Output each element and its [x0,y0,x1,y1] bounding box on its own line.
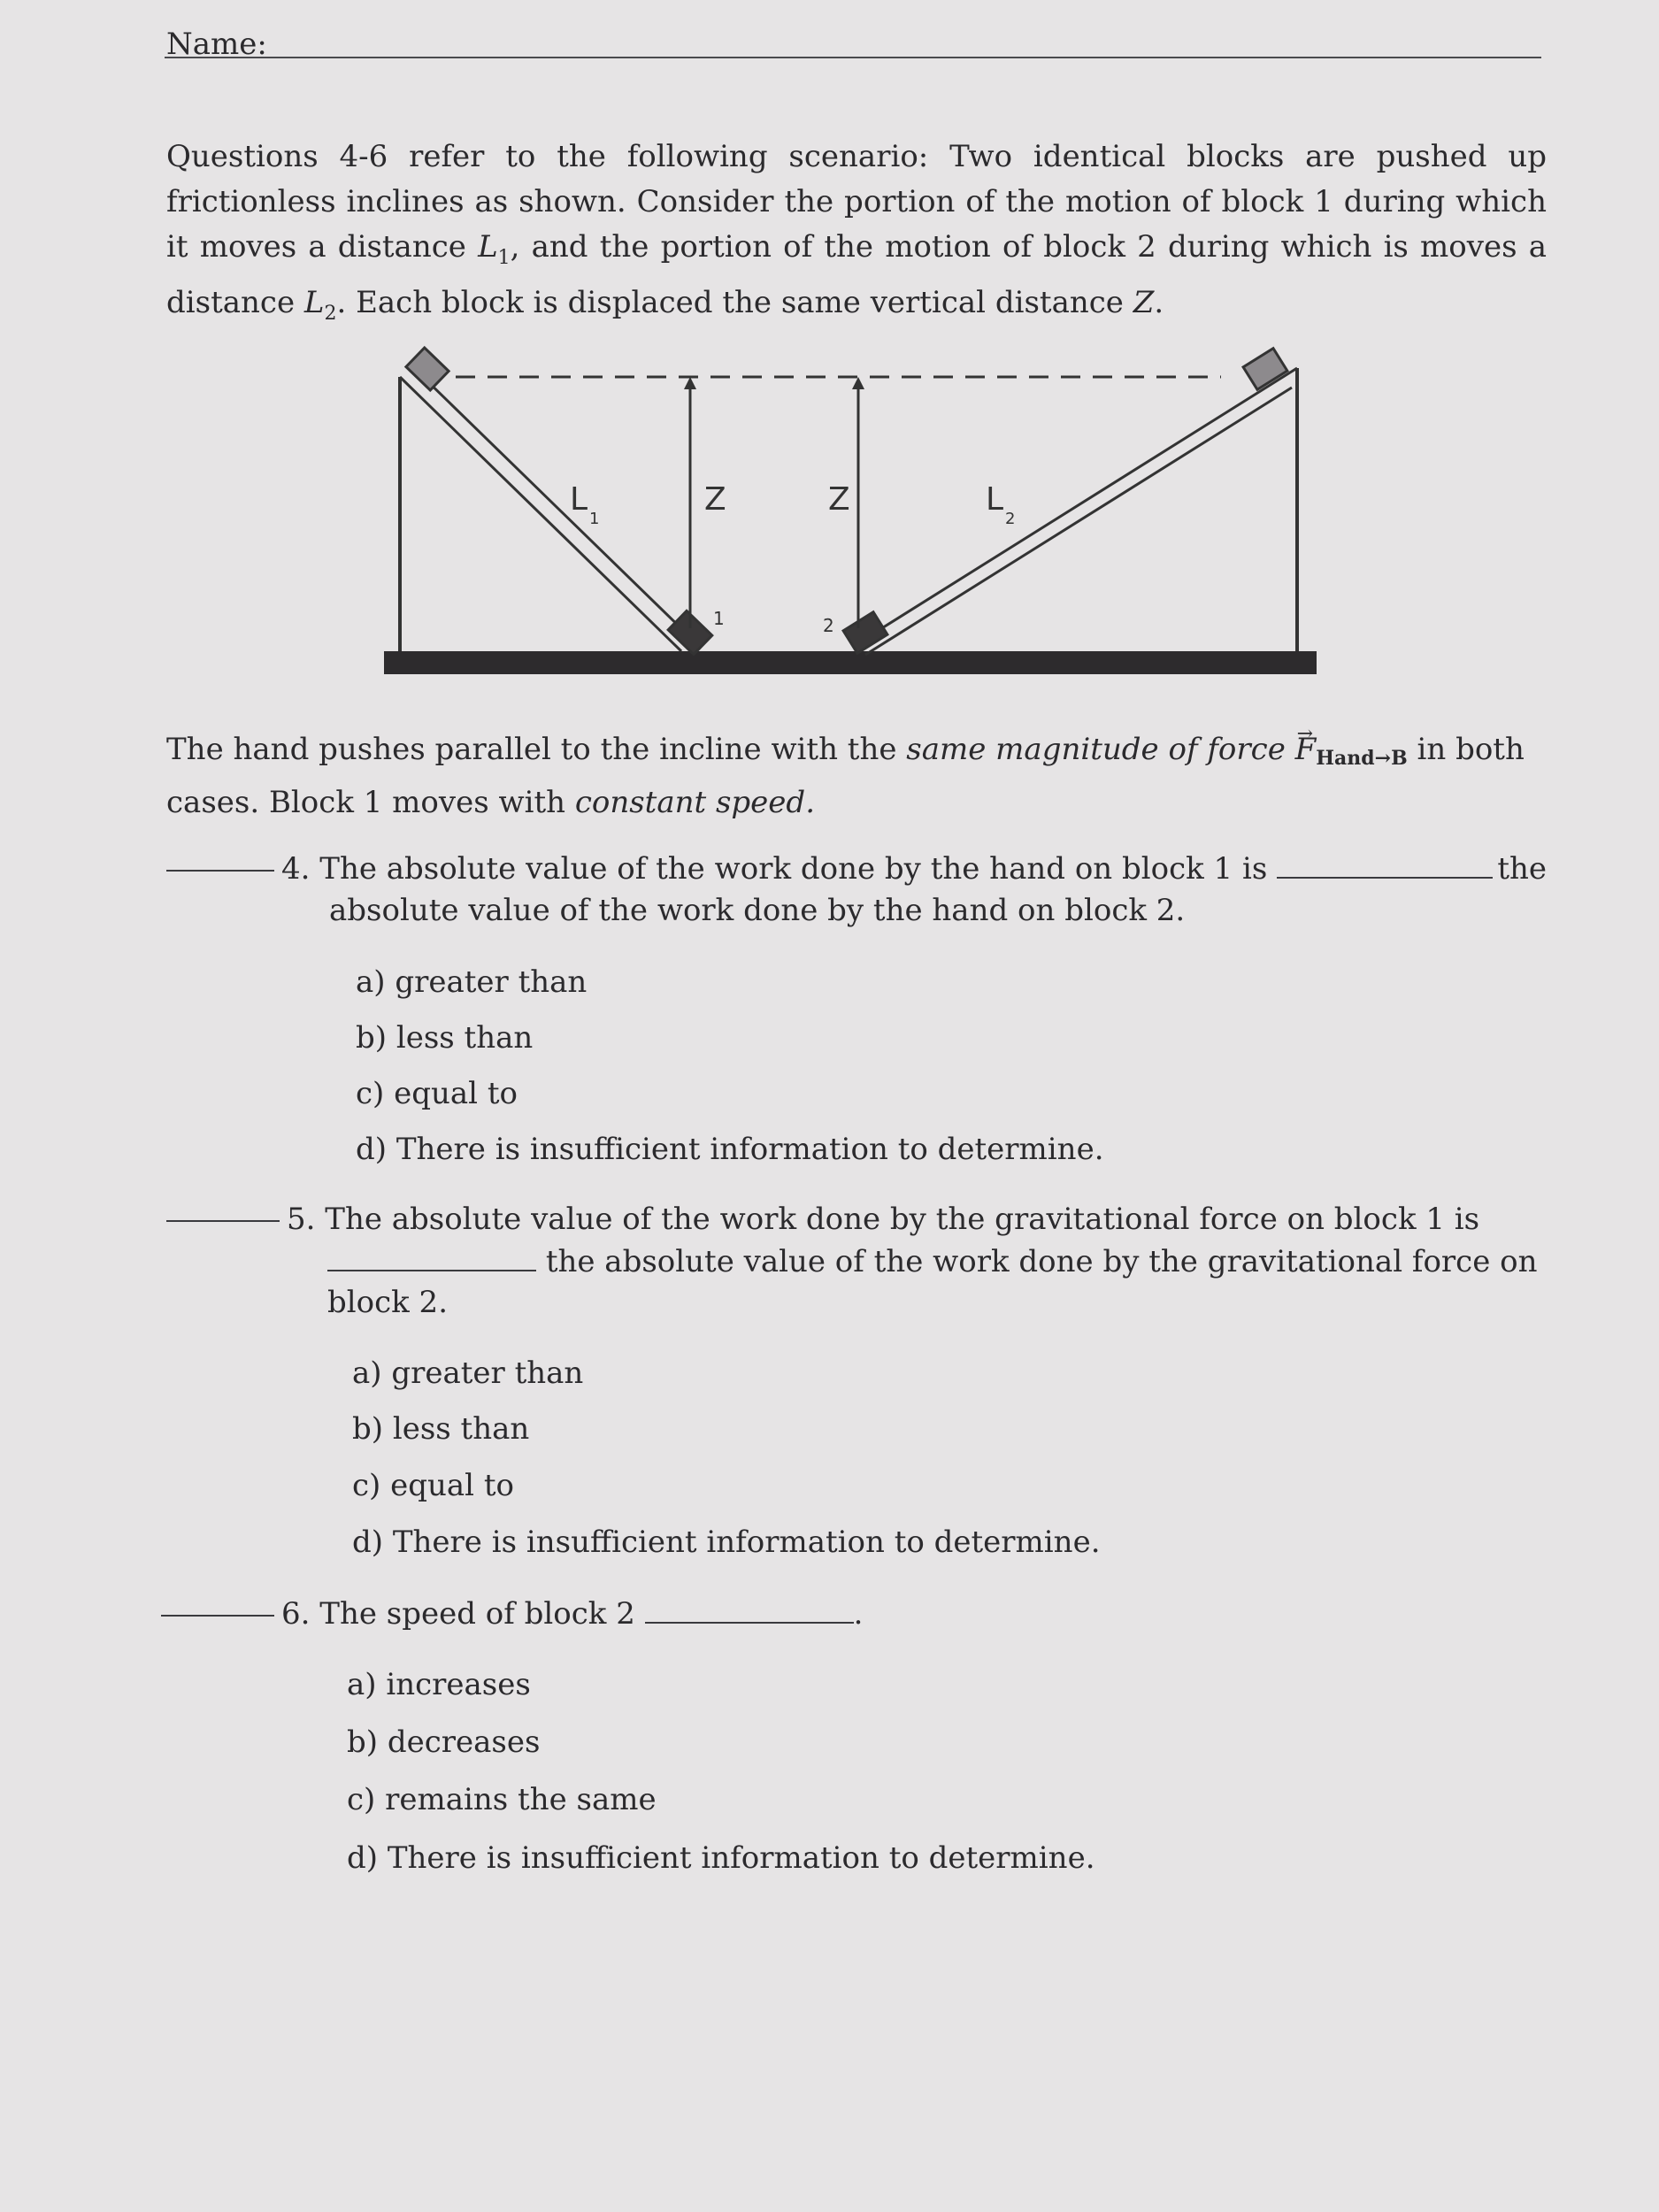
q6-option-c[interactable]: c) remains the same [347,1782,657,1817]
ground-bar [384,651,1317,674]
incline-diagram [372,345,1327,690]
block2-end [1243,349,1287,390]
q5-line2-row [327,1240,1548,1283]
force-paragraph [166,727,1547,825]
q4-fill-blank[interactable] [1277,877,1493,879]
z-arrow-2-head [852,377,864,389]
answer-blank-6[interactable] [161,1615,274,1617]
q5-option-c[interactable]: c) equal to [352,1468,514,1503]
intro-text-2: , and the portion of the motion of block 2 during which is moves a distance [166,229,1547,320]
q5-number: 5. [287,1202,316,1237]
q4-option-b[interactable]: b) less than [356,1020,534,1056]
q5-line2: the absolute value of the work done by the gravitational force on [545,1244,1538,1279]
q4-option-c[interactable]: c) equal to [356,1076,518,1111]
q6-option-b[interactable]: b) decreases [347,1724,541,1760]
force-subscript: Hand→B [1316,747,1408,770]
intro-L2-sub: 2 [324,302,337,325]
q6-end: . [853,1596,864,1632]
force-symbol: → F [1295,732,1317,767]
q6-line1: The speed of block 2 [319,1596,635,1632]
para2-text-1: The hand pushes parallel to the incline with the [166,732,907,767]
q5-option-b[interactable]: b) less than [352,1411,530,1447]
q5-option-a[interactable]: a) greater than [352,1356,584,1391]
question-4 [166,848,1547,890]
q4-line1: The absolute value of the work done by the hand on block 1 is [319,851,1268,887]
intro-text-4: . [1154,284,1164,320]
answer-blank-5[interactable] [166,1220,280,1222]
q6-number: 6. [281,1596,311,1632]
q5-option-d[interactable]: d) There is insufficient information to determine. [352,1525,1101,1560]
block1-start [406,348,449,390]
intro-L2: L [303,284,325,320]
label-L1: L [570,481,588,518]
label-Z2: Z [828,481,850,518]
intro-Z: Z [1133,284,1155,320]
incline2-ramp-top [856,368,1297,644]
incline2-ramp-bottom [865,388,1292,655]
q5-line1: The absolute value of the work done by the gravitational force on block 1 is [325,1202,1480,1237]
question-5 [166,1198,1547,1240]
label-L2-sub: 2 [1005,510,1016,528]
intro-L1-sub: 1 [497,246,511,269]
q4-option-a[interactable]: a) greater than [356,964,588,1000]
incline1-ramp-bottom [419,373,692,639]
label-block1: 1 [713,608,725,629]
intro-L1: L [478,229,498,265]
z-arrow-1-head [684,377,696,389]
q5-fill-blank[interactable] [327,1270,536,1271]
q6-option-a[interactable]: a) increases [347,1667,531,1702]
block2 [843,612,887,654]
para2-same-magnitude: same magnitude of force [906,732,1286,767]
para2-constant-speed: constant speed. [574,785,815,820]
q4-number: 4. [281,851,311,887]
label-L2: L [986,481,1004,518]
intro-paragraph [166,134,1547,336]
q4-after-blank: the [1497,851,1547,887]
para2-text-3: in both cases. Block 1 moves with [166,732,1525,820]
q4-option-d[interactable]: d) There is insufficient information to determine. [356,1132,1104,1167]
intro-text-3: . Each block is displaced the same vertical distance [336,284,1133,320]
q6-fill-blank[interactable] [645,1622,854,1624]
answer-blank-4[interactable] [166,870,274,872]
intro-text-1: Questions 4-6 refer to the following scenario: Two identical blocks are pushed up frictionless inclines as shown. Consider the portion of the motion of block 1 during which it moves a distance [166,139,1547,265]
incline1-ramp-top [400,377,681,651]
label-Z1: Z [704,481,726,518]
q6-option-d[interactable]: d) There is insufficient information to determine. [347,1840,1095,1876]
question-6 [161,1593,863,1635]
name-label: Name: [166,27,267,62]
q4-line2: absolute value of the work done by the hand on block 2. [329,893,1186,928]
label-L1-sub: 1 [589,510,600,528]
name-field-line[interactable] [165,57,1541,58]
q5-line3: block 2. [327,1285,448,1320]
label-block2: 2 [823,615,834,636]
